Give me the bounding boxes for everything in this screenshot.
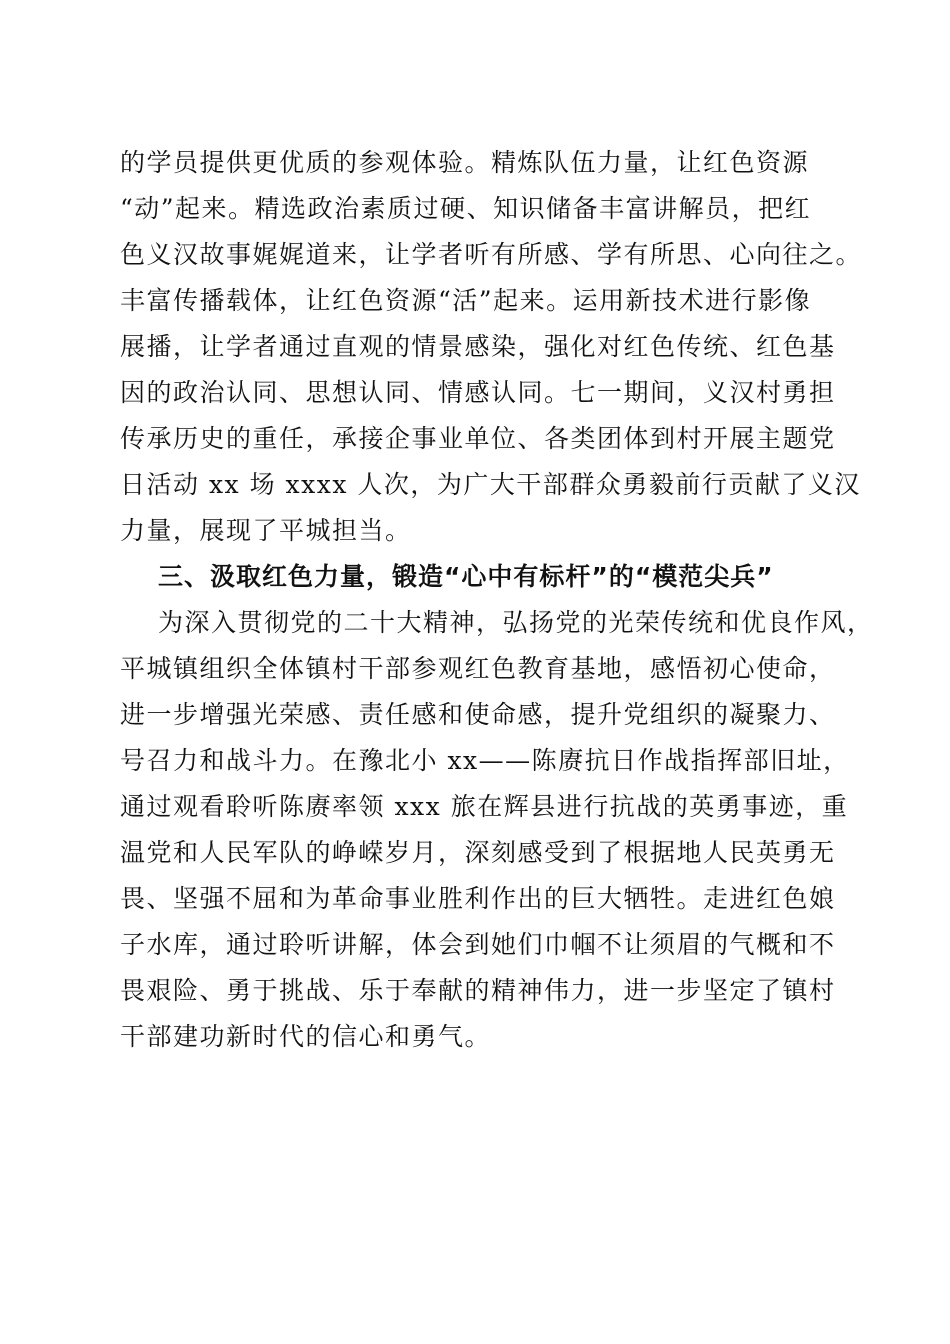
paragraph-line: 传承历史的重任，承接企事业单位、各类团体到村开展主题党	[120, 424, 836, 453]
paragraph-line: 色义汉故事娓娓道来，让学者听有所感、学有所思、心向往之。	[120, 240, 863, 269]
paragraph-line: 畏、坚强不屈和为革命事业胜利作出的巨大牺牲。走进红色娘	[120, 884, 836, 913]
paragraph-line: 畏艰险、勇于挑战、乐于奉献的精神伟力，进一步坚定了镇村	[120, 976, 836, 1005]
paragraph-line: 进一步增强光荣感、责任感和使命感，提升党组织的凝聚力、	[120, 700, 836, 729]
paragraph-line: 丰富传播载体，让红色资源“活”起来。运用新技术进行影像	[120, 286, 812, 315]
paragraph-line: 的学员提供更优质的参观体验。精炼队伍力量，让红色资源	[120, 148, 810, 177]
paragraph-line: 温党和人民军队的峥嵘岁月，深刻感受到了根据地人民英勇无	[120, 838, 836, 867]
section-heading: 三、汲取红色力量，锻造“心中有标杆”的“模范尖兵”	[158, 562, 774, 591]
paragraph-line: 为深入贯彻党的二十大精神，弘扬党的光荣传统和优良作风，	[158, 608, 874, 637]
paragraph-line: “动”起来。精选政治素质过硬、知识储备丰富讲解员，把红	[120, 194, 812, 223]
paragraph-line: 通过观看聆听陈赓率领 xxx 旅在辉县进行抗战的英勇事迹，重	[120, 792, 849, 821]
paragraph-line: 因的政治认同、思想认同、情感认同。七一期间，义汉村勇担	[120, 378, 836, 407]
paragraph-line: 力量，展现了平城担当。	[120, 516, 412, 545]
paragraph-line: 干部建功新时代的信心和勇气。	[120, 1022, 492, 1051]
paragraph-line: 平城镇组织全体镇村干部参观红色教育基地，感悟初心使命，	[120, 654, 836, 683]
paragraph-line: 号召力和战斗力。在豫北小 xx——陈赓抗日作战指挥部旧址，	[120, 746, 850, 775]
paragraph-line: 日活动 xx 场 xxxx 人次，为广大干部群众勇毅前行贡献了义汉	[120, 470, 861, 499]
paragraph-line: 展播，让学者通过直观的情景感染，强化对红色传统、红色基	[120, 332, 836, 361]
paragraph-line: 子水库，通过聆听讲解，体会到她们巾帼不让须眉的气概和不	[120, 930, 836, 959]
